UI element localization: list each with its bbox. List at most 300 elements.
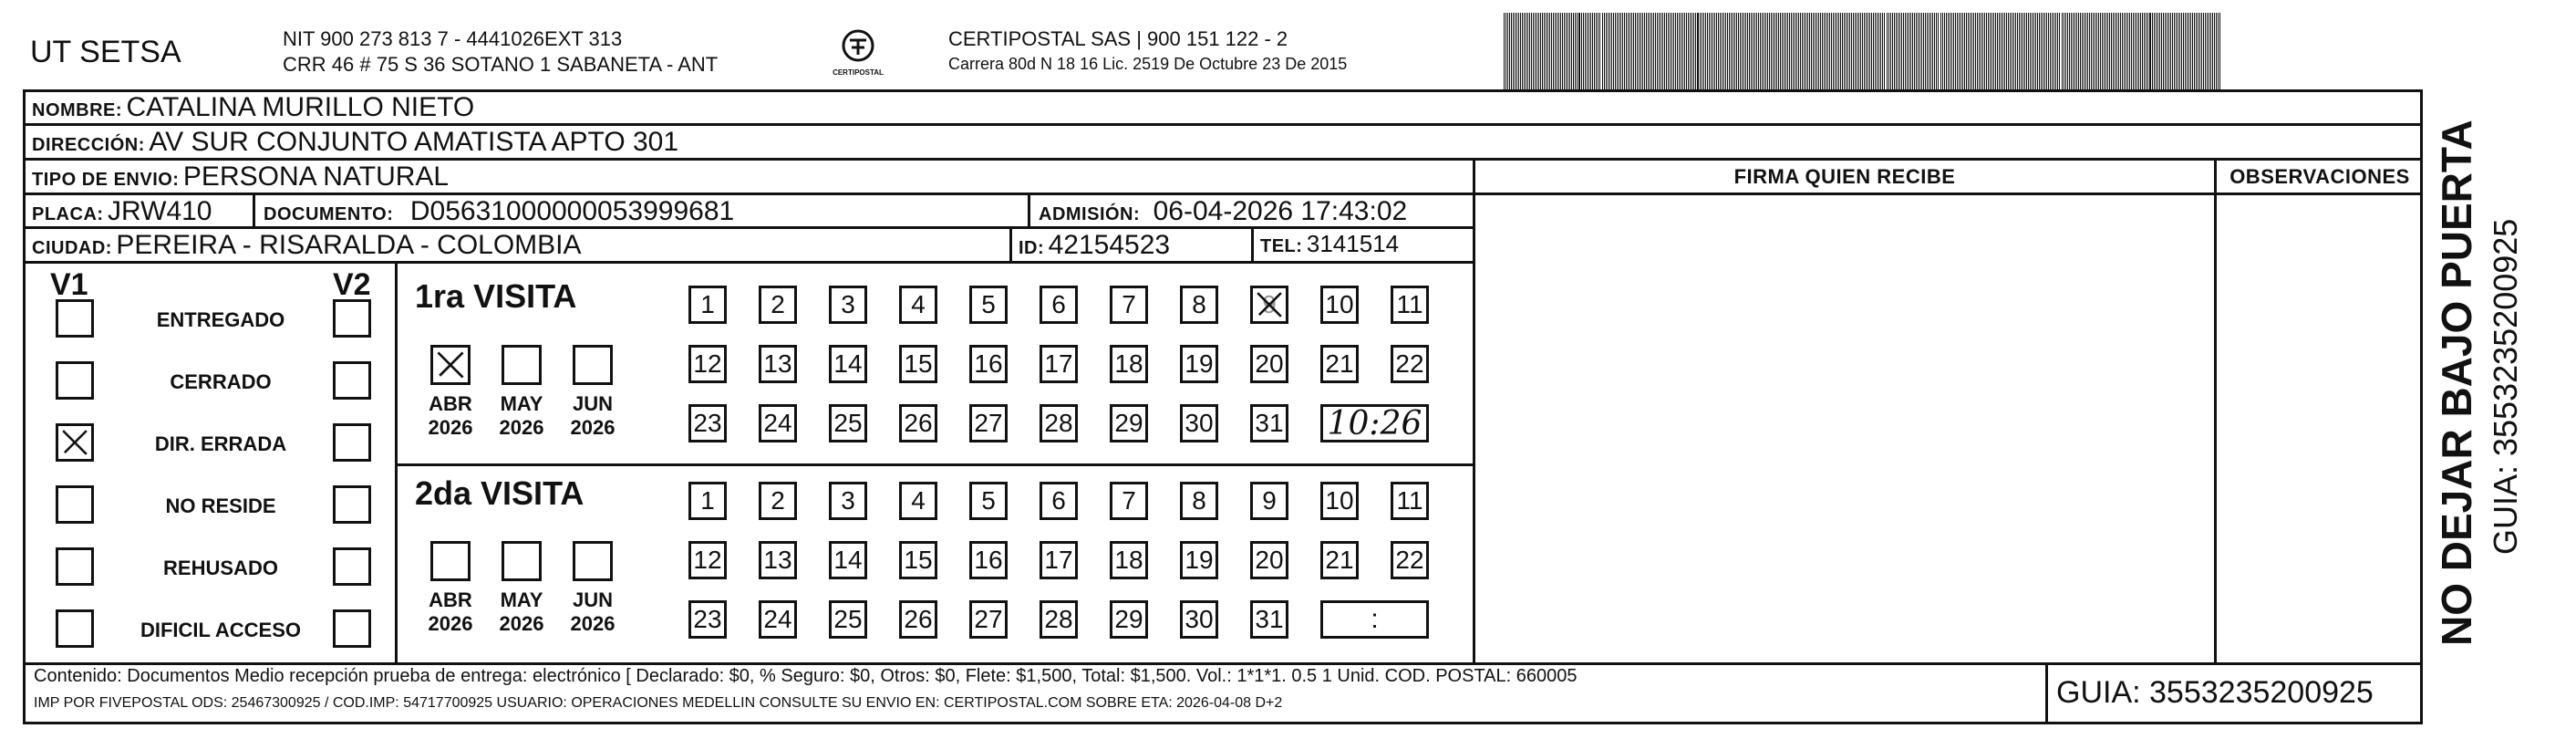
barcode-bar xyxy=(2046,13,2047,89)
barcode-bar xyxy=(1751,13,1752,89)
day-box: 29 xyxy=(1110,404,1148,442)
direccion-label: DIRECCIÓN: xyxy=(32,135,145,155)
barcode-bar xyxy=(1918,13,1919,89)
barcode-bar xyxy=(2201,13,2202,89)
barcode-bar xyxy=(1827,13,1828,89)
day-box: 26 xyxy=(899,404,937,442)
plate-number: JRW410 xyxy=(108,196,212,226)
barcode-bar xyxy=(1953,13,1954,89)
barcode-bar xyxy=(1831,13,1832,89)
barcode-bar xyxy=(2174,13,2175,89)
tipo-envio-label: TIPO DE ENVIO: xyxy=(32,170,180,190)
day-box: 10 xyxy=(1320,482,1359,520)
barcode-bar xyxy=(1747,13,1748,89)
barcode-bar xyxy=(1842,13,1843,89)
barcode-bar xyxy=(1919,13,1920,89)
barcode-bar xyxy=(1960,13,1961,89)
content-line: Contenido: Documentos Medio recepción prueba de entrega: electrónico [ Declarado: $0, % Seguro: $0, Otros: $0, Flete: $1,500, Total: $1,500. Vol.: 1*1*1. 0.5 1 Unid. COD. POSTAL: 660005 xyxy=(34,666,1578,686)
barcode-bar xyxy=(1982,13,1983,89)
x-mark-icon xyxy=(58,426,91,459)
barcode-bar xyxy=(1884,13,1885,89)
barcode-bar xyxy=(2107,13,2108,89)
barcode-bar xyxy=(2181,13,2182,89)
barcode-bar xyxy=(1754,13,1755,89)
barcode-bar xyxy=(1673,13,1674,89)
barcode xyxy=(1502,13,2222,91)
barcode-bar xyxy=(1820,13,1821,89)
barcode-bar xyxy=(2120,13,2121,89)
day-box: 19 xyxy=(1180,345,1218,383)
barcode-bar xyxy=(1585,13,1586,89)
barcode-bar xyxy=(1927,13,1928,89)
barcode-bar xyxy=(1903,13,1904,89)
barcode-bar xyxy=(1504,13,1505,89)
barcode-bar xyxy=(2156,13,2157,89)
x-mark-icon xyxy=(1253,288,1286,321)
barcode-bar xyxy=(1798,13,1799,89)
barcode-bar xyxy=(2071,13,2072,89)
barcode-bar xyxy=(1767,13,1768,89)
day-box: 27 xyxy=(969,404,1008,442)
barcode-bar xyxy=(2216,13,2217,89)
barcode-bar xyxy=(1979,13,1980,89)
barcode-bar xyxy=(1864,13,1865,89)
barcode-bar xyxy=(2096,13,2097,89)
barcode-bar xyxy=(1951,13,1952,89)
barcode-bar xyxy=(1527,13,1528,89)
barcode-bar xyxy=(1973,13,1974,89)
barcode-bar xyxy=(2210,13,2211,89)
barcode-bar xyxy=(1791,13,1792,89)
barcode-bar xyxy=(1613,13,1614,89)
barcode-bar xyxy=(2006,13,2007,89)
barcode-bar xyxy=(1899,13,1900,89)
barcode-bar xyxy=(1536,13,1537,89)
barcode-bar xyxy=(1916,13,1917,89)
barcode-bar xyxy=(1835,13,1836,89)
time-box: : xyxy=(1320,600,1429,639)
barcode-bar xyxy=(1540,13,1541,89)
barcode-bar xyxy=(1668,13,1669,89)
barcode-bar xyxy=(2135,13,2136,89)
day-box: 5 xyxy=(969,286,1008,324)
barcode-bar xyxy=(2030,13,2031,89)
barcode-bar xyxy=(1793,13,1794,89)
barcode-bar xyxy=(1740,13,1741,89)
barcode-bar xyxy=(1553,13,1554,89)
barcode-bar xyxy=(1959,13,1960,89)
barcode-bar xyxy=(1785,13,1786,89)
visit1-title: 1ra VISITA xyxy=(415,277,577,315)
barcode-bar xyxy=(1720,13,1721,89)
barcode-bar xyxy=(1655,13,1656,89)
barcode-bar xyxy=(1986,13,1987,89)
v1-checkbox xyxy=(56,299,94,338)
barcode-bar xyxy=(1544,13,1545,89)
barcode-bar xyxy=(1592,13,1593,89)
barcode-bar xyxy=(1707,13,1708,89)
barcode-bar xyxy=(1901,13,1902,89)
barcode-bar xyxy=(1822,13,1823,89)
day-box: 21 xyxy=(1320,345,1359,383)
barcode-bar xyxy=(1942,13,1943,89)
barcode-bar xyxy=(1567,13,1568,89)
barcode-bar xyxy=(1575,13,1576,89)
barcode-bar xyxy=(1966,13,1967,89)
barcode-bar xyxy=(2015,13,2016,89)
shipment-type: PERSONA NATURAL xyxy=(182,161,450,192)
time-box: 10:26 xyxy=(1320,404,1429,442)
barcode-bar xyxy=(1662,13,1663,89)
barcode-bar xyxy=(1993,13,1994,89)
day-box: 6 xyxy=(1040,482,1078,520)
barcode-bar xyxy=(1968,13,1969,89)
day-box: 3 xyxy=(829,482,867,520)
barcode-bar xyxy=(1657,13,1658,89)
v2-checkbox xyxy=(333,547,371,586)
barcode-bar xyxy=(2093,13,2094,89)
barcode-bar xyxy=(2188,13,2189,89)
barcode-bar xyxy=(2203,13,2204,89)
barcode-bar xyxy=(1594,13,1595,89)
barcode-bar xyxy=(1695,13,1696,89)
barcode-bar xyxy=(2065,13,2066,89)
document-number: D05631000000053999681 xyxy=(409,196,735,226)
nit-line: NIT 900 273 813 7 - 4441026EXT 313 xyxy=(283,27,623,50)
day-box: 16 xyxy=(969,541,1008,579)
barcode-bar xyxy=(1628,13,1629,89)
barcode-bar xyxy=(1648,13,1649,89)
day-box: 20 xyxy=(1250,345,1288,383)
barcode-bar xyxy=(1631,13,1632,89)
barcode-bar xyxy=(2122,13,2123,89)
v1-checkbox xyxy=(56,547,94,586)
day-box: 17 xyxy=(1040,541,1078,579)
barcode-bar xyxy=(1635,13,1636,89)
barcode-bar xyxy=(2017,13,2018,89)
month-name: JUN xyxy=(572,588,613,611)
barcode-bar xyxy=(1546,13,1547,89)
status-label: DIR. ERRADA xyxy=(154,432,287,455)
barcode-bar xyxy=(1659,13,1660,89)
firma-header: FIRMA QUIEN RECIBE xyxy=(1733,165,1956,188)
status-label: CERRADO xyxy=(170,370,272,393)
barcode-bar xyxy=(2032,13,2033,89)
barcode-bar xyxy=(1581,13,1582,89)
barcode-bar xyxy=(1807,13,1808,89)
barcode-bar xyxy=(1583,13,1584,89)
barcode-bar xyxy=(1970,13,1971,89)
barcode-bar xyxy=(1765,13,1766,89)
day-box: 26 xyxy=(899,600,937,639)
barcode-bar xyxy=(1930,13,1931,89)
month-year: 2026 xyxy=(570,416,616,439)
barcode-bar xyxy=(1629,13,1630,89)
barcode-bar xyxy=(1599,13,1600,89)
city: PEREIRA - RISARALDA - COLOMBIA xyxy=(116,230,582,260)
day-box: 13 xyxy=(759,541,797,579)
status-label: NO RESIDE xyxy=(165,494,276,517)
delivery-slip xyxy=(14,7,2562,732)
barcode-bar xyxy=(2159,13,2160,89)
barcode-bar xyxy=(1542,13,1543,89)
barcode-bar xyxy=(2033,13,2034,89)
barcode-bar xyxy=(2100,13,2101,89)
barcode-bar xyxy=(1617,13,1618,89)
barcode-bar xyxy=(1787,13,1788,89)
barcode-bar xyxy=(1753,13,1754,89)
day-box: 15 xyxy=(899,345,937,383)
status-label: REHUSADO xyxy=(163,557,278,579)
month-year: 2026 xyxy=(570,612,616,635)
barcode-bar xyxy=(2152,13,2153,89)
barcode-bar xyxy=(1637,13,1638,89)
barcode-bar xyxy=(1890,13,1891,89)
barcode-bar xyxy=(2116,13,2117,89)
barcode-bar xyxy=(1977,13,1978,89)
placa-label: PLACA: xyxy=(32,204,104,224)
barcode-bar xyxy=(2057,13,2058,89)
barcode-bar xyxy=(1853,13,1854,89)
barcode-bar xyxy=(1840,13,1841,89)
barcode-bar xyxy=(1697,13,1699,89)
day-box: 31 xyxy=(1250,600,1288,639)
month-name: JUN xyxy=(572,392,613,415)
barcode-bar xyxy=(2080,13,2081,89)
barcode-bar xyxy=(1651,13,1652,89)
month-year: 2026 xyxy=(428,612,473,635)
day-box: 4 xyxy=(899,286,937,324)
barcode-bar xyxy=(1896,13,1897,89)
barcode-bar xyxy=(2161,13,2162,89)
visit2-title: 2da VISITA xyxy=(415,474,585,512)
v2-checkbox xyxy=(333,423,371,462)
barcode-bar xyxy=(1515,13,1516,89)
barcode-bar xyxy=(1771,13,1772,89)
footer-guia: GUIA: 3553235200925 xyxy=(2056,675,2374,710)
barcode-bar xyxy=(1780,13,1781,89)
barcode-bar xyxy=(1734,13,1735,89)
barcode-bar xyxy=(1675,13,1676,89)
barcode-bar xyxy=(1509,13,1510,89)
barcode-bar xyxy=(1577,13,1578,89)
barcode-bar xyxy=(2124,13,2125,89)
barcode-bar xyxy=(1653,13,1654,89)
barcode-bar xyxy=(2113,13,2114,89)
recipient-address: AV SUR CONJUNTO AMATISTA APTO 301 xyxy=(149,127,679,157)
v2-checkbox xyxy=(333,361,371,400)
barcode-bar xyxy=(2105,13,2106,89)
barcode-bar xyxy=(1666,13,1667,89)
barcode-bar xyxy=(2035,13,2036,89)
v2-header: V2 xyxy=(333,267,371,302)
barcode-bar xyxy=(1862,13,1863,89)
barcode-bar xyxy=(1955,13,1956,89)
barcode-bar xyxy=(1849,13,1850,89)
day-box: 30 xyxy=(1180,404,1218,442)
day-box: 3 xyxy=(829,286,867,324)
barcode-bar xyxy=(2136,13,2137,89)
barcode-bar xyxy=(1573,13,1574,89)
barcode-bar xyxy=(1809,13,1810,89)
barcode-bar xyxy=(2024,13,2025,89)
day-box: 5 xyxy=(969,482,1008,520)
barcode-bar xyxy=(1729,13,1730,89)
barcode-bar xyxy=(1776,13,1777,89)
barcode-bar xyxy=(1524,13,1525,89)
barcode-bar xyxy=(1633,13,1634,89)
barcode-bar xyxy=(1988,13,1989,89)
barcode-bar xyxy=(2050,13,2051,89)
barcode-bar xyxy=(1566,13,1567,89)
barcode-bar xyxy=(1805,13,1806,89)
v1-checkbox xyxy=(56,423,94,462)
barcode-bar xyxy=(1604,13,1605,89)
barcode-bar xyxy=(2176,13,2177,89)
barcode-bar xyxy=(1725,13,1726,89)
barcode-bar xyxy=(1705,13,1706,89)
barcode-bar xyxy=(2004,13,2005,89)
barcode-bar xyxy=(2067,13,2068,89)
barcode-bar xyxy=(1907,13,1908,89)
day-box: 16 xyxy=(969,345,1008,383)
barcode-bar xyxy=(2069,13,2070,89)
barcode-bar xyxy=(1940,13,1941,89)
day-box: 15 xyxy=(899,541,937,579)
barcode-bar xyxy=(1531,13,1532,89)
barcode-bar xyxy=(2076,13,2077,89)
license-line: Carrera 80d N 18 16 Lic. 2519 De Octubre 23 De 2015 xyxy=(948,55,1348,73)
barcode-bar xyxy=(1990,13,1991,89)
barcode-bar xyxy=(1611,13,1612,89)
barcode-bar xyxy=(1522,13,1523,89)
barcode-bar xyxy=(1869,13,1870,89)
barcode-bar xyxy=(1547,13,1548,89)
documento-label: DOCUMENTO: xyxy=(264,204,394,224)
barcode-bar xyxy=(1914,13,1915,89)
barcode-bar xyxy=(1622,13,1623,89)
barcode-bar xyxy=(1709,13,1710,89)
barcode-bar xyxy=(2207,13,2208,89)
barcode-bar xyxy=(1910,13,1911,89)
barcode-bar xyxy=(1608,13,1609,89)
barcode-bar xyxy=(1836,13,1837,89)
barcode-bar xyxy=(2170,13,2171,89)
barcode-bar xyxy=(1923,13,1924,89)
barcode-bar xyxy=(1846,13,1847,89)
barcode-bar xyxy=(2149,13,2151,89)
barcode-bar xyxy=(1829,13,1830,89)
barcode-bar xyxy=(1520,13,1521,89)
barcode-bar xyxy=(2138,13,2139,89)
barcode-bar xyxy=(2194,13,2195,89)
v2-checkbox xyxy=(333,485,371,524)
barcode-bar xyxy=(2074,13,2075,89)
barcode-bar xyxy=(1644,13,1645,89)
v2-checkbox xyxy=(333,299,371,338)
barcode-bar xyxy=(1560,13,1561,89)
barcode-bar xyxy=(1714,13,1715,89)
barcode-bar xyxy=(1975,13,1976,89)
barcode-bar xyxy=(1571,13,1572,89)
admission-datetime: 06-04-2026 17:43:02 xyxy=(1153,196,1408,226)
barcode-bar xyxy=(1716,13,1717,89)
barcode-bar xyxy=(1875,13,1876,89)
barcode-bar xyxy=(1905,13,1906,89)
barcode-bar xyxy=(1833,13,1834,89)
day-box: 18 xyxy=(1110,345,1148,383)
day-box: 21 xyxy=(1320,541,1359,579)
barcode-bar xyxy=(2028,13,2029,89)
barcode-bar xyxy=(1815,13,1816,89)
barcode-bar xyxy=(2052,13,2053,89)
month-name: ABR xyxy=(429,392,472,415)
barcode-bar xyxy=(2098,13,2099,89)
barcode-bar xyxy=(1742,13,1743,89)
day-box: 1 xyxy=(688,286,727,324)
barcode-bar xyxy=(1646,13,1647,89)
day-box: 4 xyxy=(899,482,937,520)
day-box: 20 xyxy=(1250,541,1288,579)
barcode-bar xyxy=(1948,13,1949,89)
day-box: 30 xyxy=(1180,600,1218,639)
barcode-bar xyxy=(1745,13,1746,89)
barcode-bar xyxy=(1533,13,1534,89)
barcode-bar xyxy=(1760,13,1761,89)
barcode-bar xyxy=(2133,13,2134,89)
barcode-bar xyxy=(2214,13,2215,89)
barcode-bar xyxy=(2115,13,2116,89)
barcode-bar xyxy=(1921,13,1922,89)
barcode-bar xyxy=(1873,13,1874,89)
barcode-bar xyxy=(2179,13,2180,89)
barcode-bar xyxy=(2199,13,2200,89)
day-box: 24 xyxy=(759,600,797,639)
barcode-bar xyxy=(2019,13,2020,89)
barcode-bar xyxy=(1762,13,1763,89)
barcode-bar xyxy=(2091,13,2092,89)
company-address: CRR 46 # 75 S 36 SOTANO 1 SABANETA - ANT xyxy=(283,53,719,76)
x-mark-icon xyxy=(433,348,468,382)
id-label: ID: xyxy=(1019,238,1045,258)
barcode-bar xyxy=(1773,13,1774,89)
barcode-bar xyxy=(1660,13,1661,89)
day-box: 2 xyxy=(759,286,797,324)
barcode-bar xyxy=(1505,13,1506,89)
month-year: 2026 xyxy=(428,416,473,439)
barcode-bar xyxy=(2021,13,2022,89)
side-guia: GUIA: 3553235200925 xyxy=(2487,218,2524,555)
barcode-bar xyxy=(1894,13,1895,89)
day-box: 13 xyxy=(759,345,797,383)
barcode-bar xyxy=(1677,13,1678,89)
day-box: 14 xyxy=(829,541,867,579)
barcode-bar xyxy=(2084,13,2085,89)
barcode-bar xyxy=(1555,13,1556,89)
barcode-bar xyxy=(1722,13,1723,89)
barcode-bar xyxy=(2109,13,2110,89)
day-box: 12 xyxy=(688,541,727,579)
company-name: UT SETSA xyxy=(30,35,181,69)
barcode-bar xyxy=(1507,13,1508,89)
barcode-bar xyxy=(2172,13,2173,89)
barcode-bar xyxy=(1991,13,1992,89)
barcode-bar xyxy=(2044,13,2045,89)
barcode-bar xyxy=(1880,13,1881,89)
barcode-bar xyxy=(1690,13,1691,89)
barcode-bar xyxy=(2190,13,2191,89)
barcode-bar xyxy=(2183,13,2184,89)
